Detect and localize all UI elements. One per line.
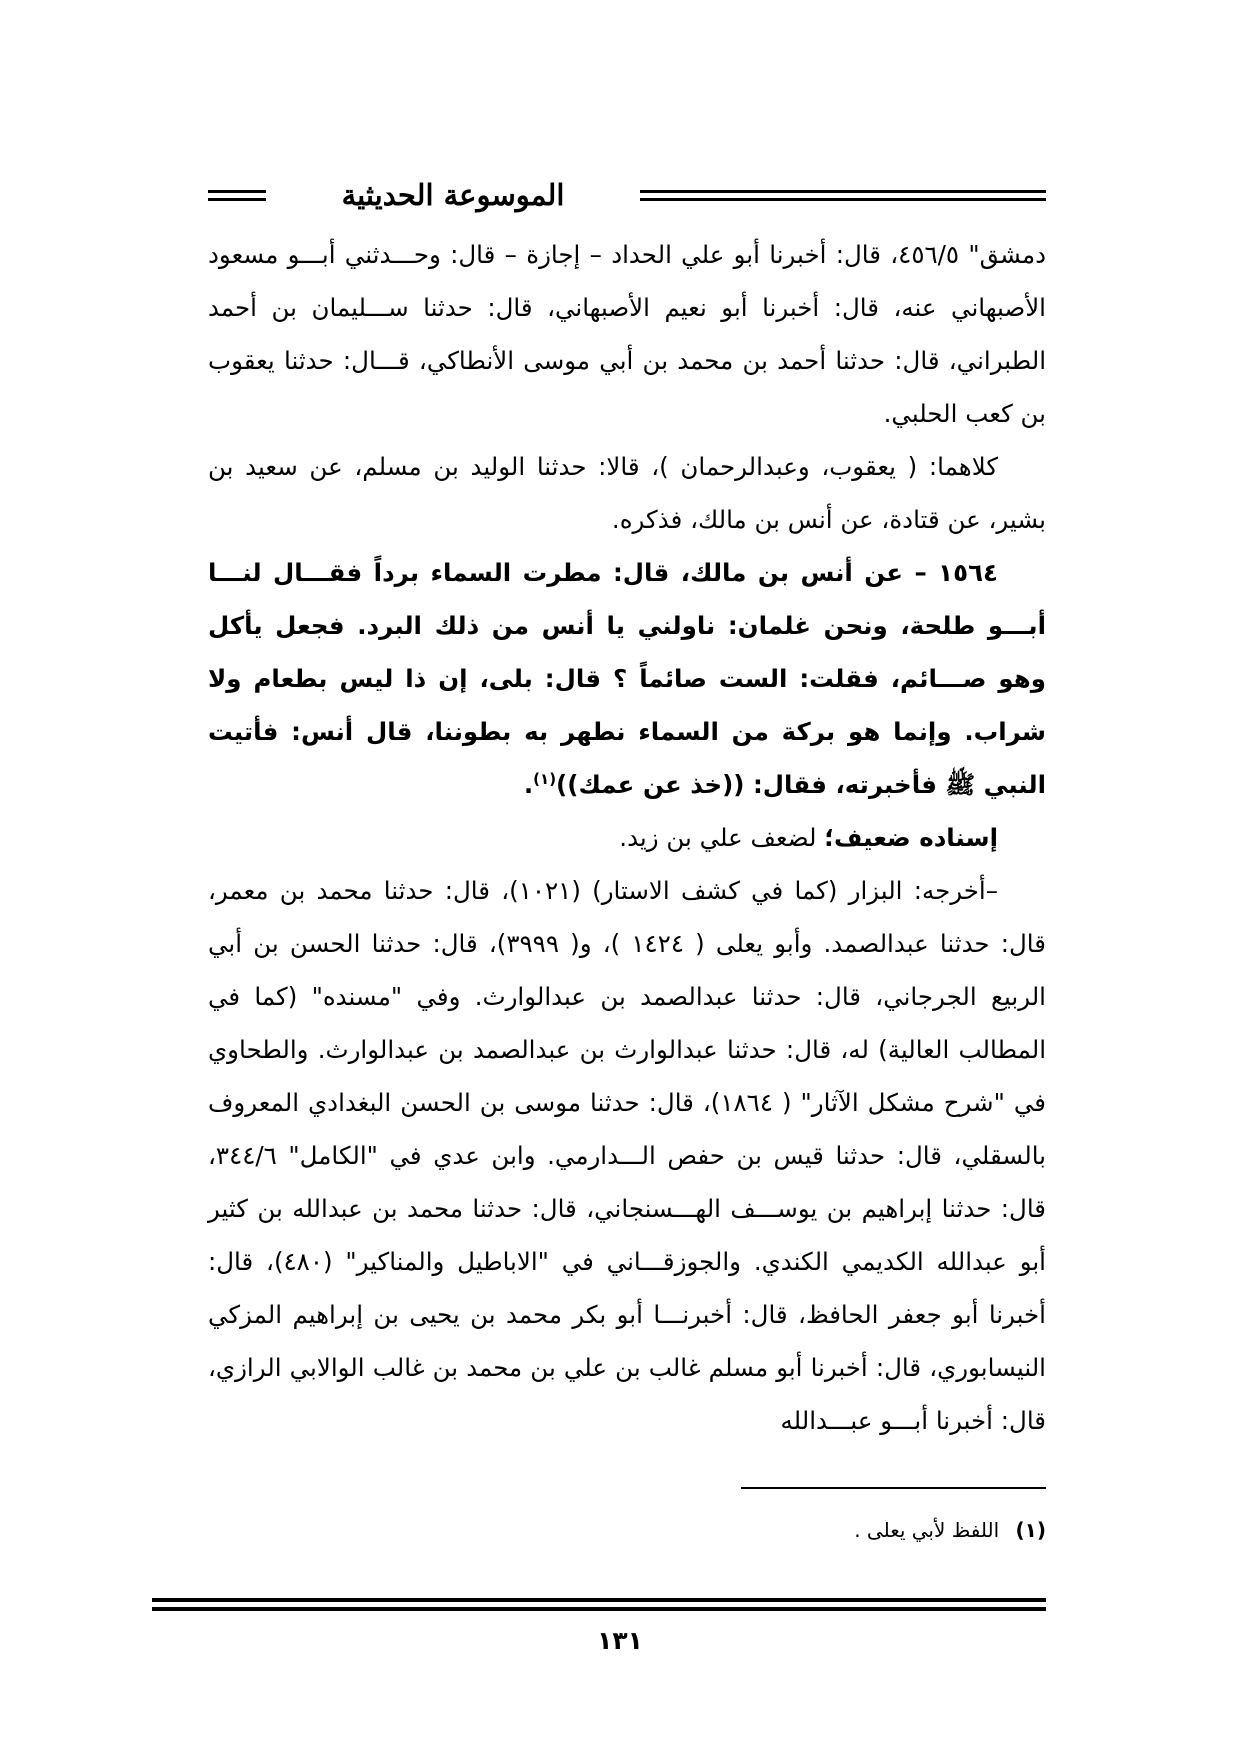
header-rule [208, 190, 266, 193]
isnad-grading [208, 811, 1046, 864]
hadith-end: . [523, 770, 534, 799]
header-rule [640, 190, 1046, 193]
footer-rule [152, 1598, 1046, 1602]
paragraph: دمشق" ٤٥٦/٥، قال: أخبرنا أبو علي الحداد – إجازة – قال: وحـــدثني أبـــو مسعود الأصبهاني عنه، قال: أخبرنا أبو نعيم الأصبهاني، قال: حدثنا ســـليمان بن أحمد الطبراني، قال: حدثنا أحمد بن محمد بن أبي موسى الأنطاكي، قـــال: حدثنا يعقوب بن كعب الحلبي. [208, 240, 1046, 428]
header-rule [640, 198, 1046, 201]
header-title: الموسوعة الحديثية [341, 178, 565, 212]
footnote-ref: (١) [533, 769, 557, 788]
page-number: ١٣١ [597, 1626, 643, 1655]
isnad-text: لضعف علي بن زيد. [619, 823, 825, 852]
hadith-body: ١٥٦٤ – عن أنس بن مالك، قال: مطرت السماء برداً فقـــال لنـــا أبـــو طلحة، ونحن غلمان: ناولني يا أنس من ذلك البرد. فجعل يأكل وهو صـــائم، فقلت: الست صائماً ؟ قال: بلى، إن ذا ليس بطعام ولا شراب. وإنما هو بركة من السماء نطهر به بطوننا، قال أنس: فأتيت النبي ﷺ فأخبرته، فقال: ((خذ عن عمك)) [208, 558, 1046, 799]
footnote [208, 1510, 1046, 1550]
paragraph: كلاهما: ( يعقوب، وعبدالرحمان )، قالا: حدثنا الوليد بن مسلم، عن سعيد بن بشير، عن قتادة، عن أنس بن مالك، فذكره. [208, 452, 1046, 534]
hadith-text [208, 546, 1046, 811]
footer-rule [152, 1607, 1046, 1611]
footnote-number: (١) [1015, 1518, 1046, 1542]
footnote-text: اللفظ لأبي يعلى . [854, 1518, 1000, 1542]
running-header [208, 170, 1046, 220]
takhrij-paragraph: –أخرجه: البزار (كما في كشف الاستار) (١٠٢١)، قال: حدثنا محمد بن معمر، قال: حدثنا عبدالصمد. وأبو يعلى ( ١٤٢٤ )، و( ٣٩٩٩)، قال: حدثنا الحسن بن أبي الربيع الجرجاني، قال: حدثنا عبدالصمد بن عبدالوارث. وفي "مسنده" (كما في المطالب العالية) له، قال: حدثنا عبدالوارث بن عبدالصمد بن عبدالوارث. والطحاوي في "شرح مشكل الآثار" ( ١٨٦٤)، قال: حدثنا موسى بن الحسن البغدادي المعروف بالسقلي، قال: حدثنا قيس بن حفص الـــدارمي. وابن عدي في "الكامل" ٣٤٤/٦، قال: حدثنا إبراهيم بن يوســـف الهـــسنجاني، قال: حدثنا محمد بن عبدالله بن كثير أبو عبدالله الكديمي الكندي. والجوزقـــاني في "الاباطيل والمناكير" (٤٨٠)، قال: أخبرنا أبو جعفر الحافظ، قال: أخبرنـــا أبو بكر محمد بن يحيى بن إبراهيم المزكي النيسابوري، قال: أخبرنا أبو مسلم غالب بن علي بن محمد بن غالب الوالابي الرازي، قال: أخبرنا أبـــو عبـــدالله [208, 876, 1046, 1435]
header-rule [208, 198, 266, 201]
isnad-label: إسناده ضعيف؛ [824, 823, 998, 852]
footnote-separator [741, 1487, 1046, 1489]
main-text [208, 228, 1046, 1447]
